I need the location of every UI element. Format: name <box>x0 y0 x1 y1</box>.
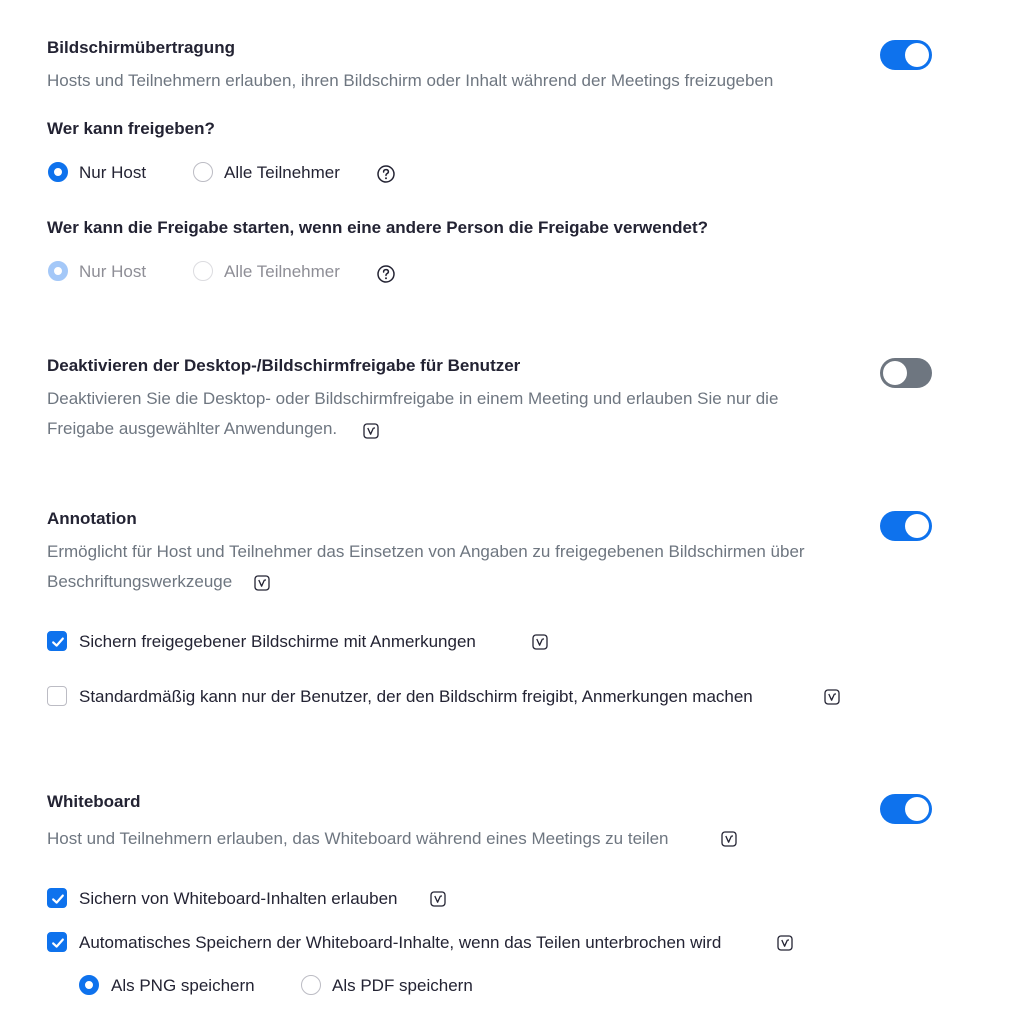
whiteboard-save-label[interactable]: Sichern von Whiteboard-Inhalten erlauben <box>79 889 398 908</box>
screen-sharing-description: Hosts und Teilnehmern erlauben, ihren Bildschirm oder Inhalt während der Meetings freizugeben <box>47 71 774 90</box>
who-can-share-host-label[interactable]: Nur Host <box>79 163 147 182</box>
whiteboard-format-pdf-label[interactable]: Als PDF speichern <box>332 976 473 995</box>
who-can-start-host-label[interactable]: Nur Host <box>79 262 147 281</box>
who-can-start-all-radio[interactable] <box>193 261 213 281</box>
whiteboard-title: Whiteboard <box>47 792 141 811</box>
annotation-only-sharer-label[interactable]: Standardmäßig kann nur der Benutzer, der den Bildschirm freigibt, Anmerkungen machen <box>79 687 753 706</box>
annotation-only-sharer-checkbox[interactable] <box>47 686 67 706</box>
version-info-icon[interactable] <box>532 634 548 650</box>
who-can-share-all-label[interactable]: Alle Teilnehmer <box>224 163 340 182</box>
disable-desktop-sharing-description-2: Freigabe ausgewählter Anwendungen. <box>47 419 338 438</box>
version-info-icon[interactable] <box>254 575 270 591</box>
who-can-start-all-label[interactable]: Alle Teilnehmer <box>224 262 340 281</box>
screen-sharing-title: Bildschirmübertragung <box>47 38 235 57</box>
who-can-start-question: Wer kann die Freigabe starten, wenn eine andere Person die Freigabe verwendet? <box>47 218 708 237</box>
toggle-knob <box>905 514 929 538</box>
whiteboard-description: Host und Teilnehmern erlauben, das Whiteboard während eines Meetings zu teilen <box>47 829 669 848</box>
version-info-icon[interactable] <box>721 831 737 847</box>
version-info-icon[interactable] <box>363 423 379 439</box>
annotation-save-label[interactable]: Sichern freigegebener Bildschirme mit Anmerkungen <box>79 632 476 651</box>
annotation-description: Ermöglicht für Host und Teilnehmer das Einsetzen von Angaben zu freigegebenen Bildschirmen über <box>47 542 805 561</box>
version-info-icon[interactable] <box>824 689 840 705</box>
checkmark-icon <box>50 891 66 907</box>
checkmark-icon <box>50 935 66 951</box>
toggle-knob <box>905 797 929 821</box>
disable-desktop-sharing-toggle[interactable] <box>880 358 932 388</box>
who-can-share-host-radio[interactable] <box>48 162 68 182</box>
disable-desktop-sharing-title: Deaktivieren der Desktop-/Bildschirmfreigabe für Benutzer <box>47 356 521 375</box>
annotation-description-2: Beschriftungswerkzeuge <box>47 572 233 591</box>
toggle-knob <box>883 361 907 385</box>
checkmark-icon <box>50 634 66 650</box>
screen-sharing-toggle[interactable] <box>880 40 932 70</box>
help-icon[interactable] <box>377 165 395 183</box>
who-can-share-question: Wer kann freigeben? <box>47 119 215 138</box>
toggle-knob <box>905 43 929 67</box>
annotation-toggle[interactable] <box>880 511 932 541</box>
help-icon[interactable] <box>377 265 395 283</box>
annotation-title: Annotation <box>47 509 137 528</box>
whiteboard-toggle[interactable] <box>880 794 932 824</box>
who-can-start-host-radio[interactable] <box>48 261 68 281</box>
whiteboard-autosave-checkbox[interactable] <box>47 932 67 952</box>
whiteboard-autosave-label[interactable]: Automatisches Speichern der Whiteboard-Inhalte, wenn das Teilen unterbrochen wird <box>79 933 722 952</box>
whiteboard-format-png-radio[interactable] <box>79 975 99 995</box>
whiteboard-format-png-label[interactable]: Als PNG speichern <box>111 976 255 995</box>
disable-desktop-sharing-description: Deaktivieren Sie die Desktop- oder Bildschirmfreigabe in einem Meeting und erlauben Sie nur die <box>47 389 779 408</box>
annotation-save-checkbox[interactable] <box>47 631 67 651</box>
whiteboard-format-pdf-radio[interactable] <box>301 975 321 995</box>
version-info-icon[interactable] <box>777 935 793 951</box>
whiteboard-save-checkbox[interactable] <box>47 888 67 908</box>
version-info-icon[interactable] <box>430 891 446 907</box>
who-can-share-all-radio[interactable] <box>193 162 213 182</box>
